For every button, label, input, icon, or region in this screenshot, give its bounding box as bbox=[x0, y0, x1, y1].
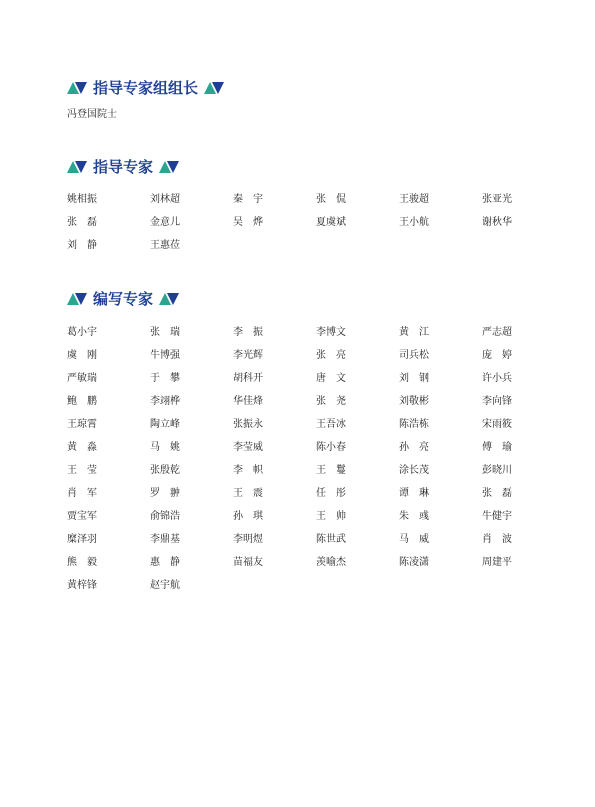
person-name: 夏虞斌 bbox=[316, 217, 346, 228]
person-name: 李博文 bbox=[316, 327, 346, 338]
person-name: 李鼎基 bbox=[150, 534, 180, 545]
person-name: 彭晓川 bbox=[482, 465, 512, 476]
person-name: 孙 琪 bbox=[233, 511, 263, 522]
person-name: 李光辉 bbox=[233, 350, 263, 361]
person-name: 糜泽羽 bbox=[67, 534, 97, 545]
person-name: 朱 彧 bbox=[399, 511, 429, 522]
person-name: 于 攀 bbox=[150, 373, 180, 384]
person-name: 刘敬彬 bbox=[399, 396, 429, 407]
person-name: 陈世武 bbox=[316, 534, 346, 545]
person-name: 李 帜 bbox=[233, 465, 263, 476]
person-name: 刘 静 bbox=[67, 240, 97, 251]
person-name: 涂长茂 bbox=[399, 465, 429, 476]
person-name: 庞 婷 bbox=[482, 350, 512, 361]
person-name: 牛健宇 bbox=[482, 511, 512, 522]
section-heading bbox=[67, 289, 537, 309]
section-heading bbox=[67, 157, 537, 177]
person-name: 任 彤 bbox=[316, 488, 346, 499]
person-name: 肖 波 bbox=[482, 534, 512, 545]
section-leader bbox=[67, 78, 537, 122]
person-name: 王琼霄 bbox=[67, 419, 97, 430]
triangle-decoration-icon bbox=[159, 161, 179, 173]
person-name: 赵宇航 bbox=[150, 580, 180, 591]
person-name: 唐 文 bbox=[316, 373, 346, 384]
person-name: 虞 刚 bbox=[67, 350, 97, 361]
person-name: 李翊桦 bbox=[150, 396, 180, 407]
person-name: 张亚光 bbox=[482, 194, 512, 205]
person-name: 陶立峰 bbox=[150, 419, 180, 430]
person-name: 王小航 bbox=[399, 217, 429, 228]
person-name: 苗福友 bbox=[233, 557, 263, 568]
person-name: 黄 淼 bbox=[67, 442, 97, 453]
person-name: 严敏瑞 bbox=[67, 373, 97, 384]
person-name: 李向锋 bbox=[482, 396, 512, 407]
person-name: 葛小宇 bbox=[67, 327, 97, 338]
name-grid bbox=[67, 326, 537, 602]
person-name: 马 威 bbox=[399, 534, 429, 545]
person-name: 姚相振 bbox=[67, 194, 97, 205]
person-name: 周建平 bbox=[482, 557, 512, 568]
person-name: 张殷乾 bbox=[150, 465, 180, 476]
person-name: 李莹威 bbox=[233, 442, 263, 453]
person-name: 牛博强 bbox=[150, 350, 180, 361]
section-title: 编写专家 bbox=[93, 290, 154, 308]
person-name: 刘 钢 bbox=[399, 373, 429, 384]
person-name: 羡喻杰 bbox=[316, 557, 346, 568]
person-name: 黄 江 bbox=[399, 327, 429, 338]
triangle-decoration-icon bbox=[204, 82, 224, 94]
person-name: 谢秋华 bbox=[482, 217, 512, 228]
section-guiding-experts bbox=[67, 157, 537, 262]
person-name: 俞锦浩 bbox=[150, 511, 180, 522]
person-name: 宋雨筱 bbox=[482, 419, 512, 430]
section-writing-experts bbox=[67, 289, 537, 602]
person-name: 陈浩栋 bbox=[399, 419, 429, 430]
person-name: 傅 瑜 bbox=[482, 442, 512, 453]
person-name: 刘林超 bbox=[150, 194, 180, 205]
section-title: 指导专家 bbox=[93, 158, 154, 176]
person-name: 张 侃 bbox=[316, 194, 346, 205]
person-name: 张 亮 bbox=[316, 350, 346, 361]
person-name: 张振永 bbox=[233, 419, 263, 430]
triangle-decoration-icon bbox=[159, 293, 179, 305]
triangle-decoration-icon bbox=[67, 293, 87, 305]
person-name: 陈小春 bbox=[316, 442, 346, 453]
person-name: 张 瑞 bbox=[150, 327, 180, 338]
person-name: 马 姚 bbox=[150, 442, 180, 453]
person-name: 秦 宇 bbox=[233, 194, 263, 205]
person-name: 王 莹 bbox=[67, 465, 97, 476]
person-name: 王骏超 bbox=[399, 194, 429, 205]
person-name: 贾宝军 bbox=[67, 511, 97, 522]
person-name: 张 尧 bbox=[316, 396, 346, 407]
person-name: 张 磊 bbox=[67, 217, 97, 228]
person-name: 胡科开 bbox=[233, 373, 263, 384]
person-name: 王 帅 bbox=[316, 511, 346, 522]
person-name: 吴 烨 bbox=[233, 217, 263, 228]
leader-name: 冯登国院士 bbox=[67, 109, 117, 120]
person-name: 惠 静 bbox=[150, 557, 180, 568]
person-name: 王 鬘 bbox=[316, 465, 346, 476]
person-name: 严志超 bbox=[482, 327, 512, 338]
person-name: 张 磊 bbox=[482, 488, 512, 499]
person-name: 许小兵 bbox=[482, 373, 512, 384]
person-name: 华佳烽 bbox=[233, 396, 263, 407]
person-name: 王惠莅 bbox=[150, 240, 180, 251]
person-name: 李 振 bbox=[233, 327, 263, 338]
person-name: 肖 军 bbox=[67, 488, 97, 499]
person-name: 李明煜 bbox=[233, 534, 263, 545]
person-name: 熊 毅 bbox=[67, 557, 97, 568]
person-name: 王吾冰 bbox=[316, 419, 346, 430]
section-title: 指导专家组组长 bbox=[93, 79, 199, 97]
person-name: 孙 亮 bbox=[399, 442, 429, 453]
person-name: 黄梓锋 bbox=[67, 580, 97, 591]
person-name: 金意儿 bbox=[150, 217, 180, 228]
person-name: 陈凌潇 bbox=[399, 557, 429, 568]
name-grid bbox=[67, 193, 537, 262]
person-name: 鲍 鹏 bbox=[67, 396, 97, 407]
person-name: 罗 翀 bbox=[150, 488, 180, 499]
triangle-decoration-icon bbox=[67, 82, 87, 94]
triangle-decoration-icon bbox=[67, 161, 87, 173]
person-name: 王 震 bbox=[233, 488, 263, 499]
person-name: 谭 琳 bbox=[399, 488, 429, 499]
section-heading bbox=[67, 78, 537, 98]
person-name: 司兵松 bbox=[399, 350, 429, 361]
